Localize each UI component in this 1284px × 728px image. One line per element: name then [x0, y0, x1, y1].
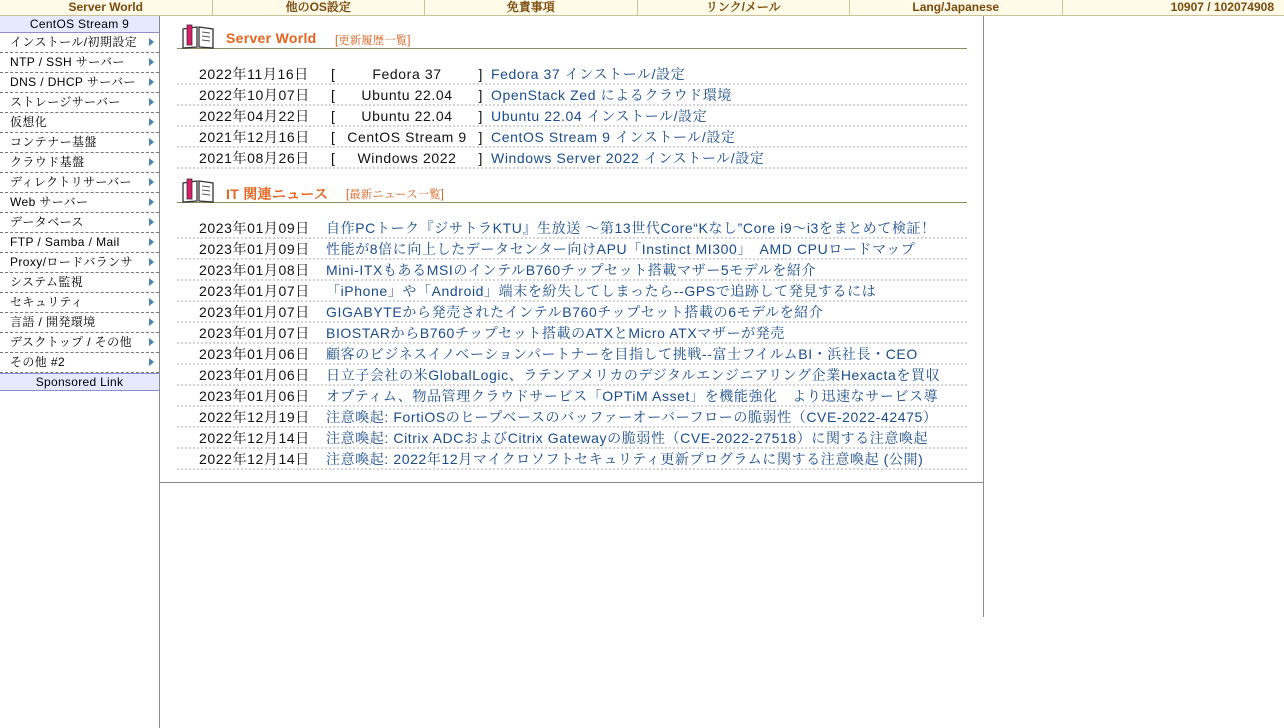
update-link[interactable]: Ubuntu 22.04 インストール/設定 — [491, 108, 708, 124]
update-date: 2022年11月16日 — [199, 66, 309, 82]
news-link[interactable]: 注意喚起: FortiOSのヒープベースのバッファーオーバーフローの脆弱性（CVE-2022-42475） — [326, 409, 938, 425]
sidebar-item-label: FTP / Samba / Mail — [10, 235, 120, 249]
sidebar-item-label: 仮想化 — [10, 115, 48, 129]
news-date: 2023年01月06日 — [199, 346, 310, 362]
sidebar-item-label: 言語 / 開発環境 — [10, 315, 96, 329]
news-row — [177, 218, 967, 239]
sidebar-item[interactable] — [0, 313, 159, 333]
sidebar-item[interactable] — [0, 93, 159, 113]
update-date: 2022年04月22日 — [199, 108, 310, 124]
os-name: Ubuntu 22.04 — [361, 87, 453, 103]
news-list — [177, 218, 967, 470]
news-date: 2023年01月08日 — [199, 262, 310, 278]
divider — [983, 483, 984, 617]
bracket-close: ] — [478, 87, 483, 103]
bracket-close: ] — [478, 66, 483, 82]
sidebar-item[interactable] — [0, 273, 159, 293]
news-row — [177, 428, 967, 449]
nav-server-world[interactable]: Server World — [68, 0, 143, 14]
news-link[interactable]: 注意喚起: Citrix ADCおよびCitrix Gatewayの脆弱性（CVE-2022-27518）に関する注意喚起 — [326, 430, 929, 446]
sidebar-item[interactable] — [0, 293, 159, 313]
top-navigation — [0, 0, 1284, 16]
news-date: 2023年01月07日 — [199, 283, 310, 299]
sidebar-item-label: ストレージサーバー — [10, 95, 121, 109]
update-row — [177, 106, 967, 127]
update-history-link[interactable]: [更新履歴一覧] — [335, 35, 411, 47]
news-link[interactable]: Mini-ITXもあるMSIのインテルB760チップセット搭載マザー5モデルを紹介 — [326, 262, 817, 278]
latest-news-link[interactable]: [最新ニュース一覧] — [346, 189, 444, 201]
sidebar-item-label: DNS / DHCP サーバー — [10, 75, 136, 89]
news-link[interactable]: 顧客のビジネスイノベーションパートナーを目指して挑戦--富士フイルムBI・浜社長・CEO — [326, 346, 918, 362]
nav-disclaimer[interactable]: 免責事項 — [424, 0, 637, 16]
update-date: 2022年10月07日 — [199, 87, 310, 103]
sidebar-item[interactable] — [0, 73, 159, 93]
update-date: 2021年08月26日 — [199, 150, 310, 166]
arrow-right-icon — [149, 218, 154, 226]
news-section-header — [177, 180, 967, 203]
sidebar-item-label: Proxy/ロードバランサ — [10, 255, 133, 269]
sidebar-item[interactable] — [0, 213, 159, 233]
news-row — [177, 323, 967, 344]
sidebar-item[interactable] — [0, 353, 159, 373]
sidebar-item[interactable] — [0, 53, 159, 73]
os-name: Fedora 37 — [372, 66, 442, 82]
news-link[interactable]: 性能が8倍に向上したデータセンター向けAPU「Instinct MI300」 AMD CPUロードマップ — [326, 241, 916, 257]
sidebar-item[interactable] — [0, 333, 159, 353]
arrow-right-icon — [149, 298, 154, 306]
news-row — [177, 281, 967, 302]
news-link[interactable]: BIOSTARからB760チップセット搭載のATXとMicro ATXマザーが発売 — [326, 325, 785, 341]
arrow-right-icon — [149, 318, 154, 326]
news-link[interactable]: GIGABYTEから発売されたインテルB760チップセット搭載の6モデルを紹介 — [326, 304, 824, 320]
sidebar-menu — [0, 33, 159, 373]
nav-language[interactable]: Lang/Japanese — [849, 0, 1062, 16]
sidebar-heading: CentOS Stream 9 — [0, 16, 159, 33]
news-link[interactable]: 日立子会社の米GlobalLogic、ラテンアメリカのデジタルエンジニアリング企業Hexactaを買収 — [326, 367, 941, 383]
update-link[interactable]: Windows Server 2022 インストール/設定 — [491, 150, 765, 166]
news-row — [177, 365, 967, 386]
news-date: 2023年01月06日 — [199, 367, 310, 383]
update-row — [177, 85, 967, 106]
news-title: IT 関連ニュース — [226, 186, 329, 202]
news-row — [177, 386, 967, 407]
arrow-right-icon — [149, 78, 154, 86]
nav-links-mail[interactable]: リンク/メール — [637, 0, 850, 16]
sidebar-item[interactable] — [0, 153, 159, 173]
bracket-open: [ — [331, 108, 336, 124]
arrow-right-icon — [149, 258, 154, 266]
sidebar-item[interactable] — [0, 193, 159, 213]
updates-section-header — [177, 26, 967, 49]
sidebar-item[interactable] — [0, 113, 159, 133]
update-link[interactable]: OpenStack Zed によるクラウド環境 — [491, 87, 732, 103]
arrow-right-icon — [149, 278, 154, 286]
arrow-right-icon — [149, 338, 154, 346]
updates-title: Server World — [226, 30, 317, 46]
sidebar-item[interactable] — [0, 233, 159, 253]
sidebar-item-label: コンテナー基盤 — [10, 135, 97, 149]
bracket-close: ] — [478, 129, 483, 145]
arrow-right-icon — [149, 138, 154, 146]
update-link[interactable]: CentOS Stream 9 インストール/設定 — [491, 129, 736, 145]
update-date: 2021年12月16日 — [199, 129, 310, 145]
updates-list — [177, 64, 967, 169]
sidebar-item-label: Web サーバー — [10, 195, 89, 209]
news-link[interactable]: 注意喚起: 2022年12月マイクロソフトセキュリティ更新プログラムに関する注意喚起 (公開) — [326, 451, 924, 467]
nav-other-os[interactable]: 他のOS設定 — [212, 0, 425, 16]
arrow-right-icon — [149, 98, 154, 106]
arrow-right-icon — [149, 358, 154, 366]
bracket-open: [ — [331, 129, 336, 145]
sidebar-item-label: ディレクトリサーバー — [10, 175, 132, 189]
bracket-open: [ — [331, 66, 336, 82]
news-date: 2023年01月07日 — [199, 304, 310, 320]
sidebar-item[interactable] — [0, 173, 159, 193]
news-row — [177, 449, 967, 470]
sidebar-item-label: セキュリティ — [10, 295, 84, 309]
sidebar-item-label: インストール/初期設定 — [10, 35, 138, 49]
sidebar-item-label: クラウド基盤 — [10, 155, 85, 169]
sidebar-item-label: データベース — [10, 215, 84, 229]
os-name: CentOS Stream 9 — [347, 129, 467, 145]
update-link[interactable]: Fedora 37 インストール/設定 — [491, 66, 686, 82]
news-date: 2023年01月06日 — [199, 388, 310, 404]
news-row — [177, 344, 967, 365]
arrow-right-icon — [149, 158, 154, 166]
arrow-right-icon — [149, 198, 154, 206]
news-date: 2022年12月14日 — [199, 451, 310, 467]
news-link[interactable]: オプティム、物品管理クラウドサービス「OPTiM Asset」を機能強化 より迅速なサービス導 — [326, 388, 939, 404]
sidebar-item-label: NTP / SSH サーバー — [10, 55, 125, 69]
update-row — [177, 148, 967, 169]
news-date: 2022年12月14日 — [199, 430, 310, 446]
news-date: 2023年01月09日 — [199, 220, 310, 236]
news-row — [177, 407, 967, 428]
main-content — [160, 16, 984, 483]
sidebar-item[interactable] — [0, 33, 159, 53]
news-link[interactable]: 「iPhone」や「Android」端末を紛失してしまったら--GPSで追跡して発見するには — [326, 283, 877, 299]
book-icon — [181, 177, 215, 203]
sidebar-item-label: その他 #2 — [10, 355, 66, 369]
sidebar — [0, 16, 160, 728]
sidebar-item[interactable] — [0, 253, 159, 273]
news-date: 2023年01月07日 — [199, 325, 310, 341]
os-name: Windows 2022 — [357, 150, 457, 166]
update-row — [177, 127, 967, 148]
access-counter: 10907 / 102074908 — [1062, 0, 1284, 16]
arrow-right-icon — [149, 38, 154, 46]
book-icon — [181, 23, 215, 49]
sidebar-item-label: デスクトップ / その他 — [10, 335, 132, 349]
bracket-close: ] — [478, 150, 483, 166]
news-date: 2022年12月19日 — [199, 409, 310, 425]
arrow-right-icon — [149, 118, 154, 126]
bracket-open: [ — [331, 150, 336, 166]
news-row — [177, 302, 967, 323]
news-row — [177, 260, 967, 281]
arrow-right-icon — [149, 238, 154, 246]
sidebar-item-label: システム監視 — [10, 275, 84, 289]
news-row — [177, 239, 967, 260]
bracket-open: [ — [331, 87, 336, 103]
news-date: 2023年01月09日 — [199, 241, 310, 257]
arrow-right-icon — [149, 58, 154, 66]
os-name: Ubuntu 22.04 — [361, 108, 453, 124]
update-row — [177, 64, 967, 85]
bracket-close: ] — [478, 108, 483, 124]
sponsored-link-heading: Sponsored Link — [0, 373, 159, 391]
sidebar-item[interactable] — [0, 133, 159, 153]
arrow-right-icon — [149, 178, 154, 186]
news-link[interactable]: 自作PCトーク『ジサトラKTU』生放送 ～第13世代Core“Kなし”Core i9～i3をまとめて検証！ — [326, 220, 936, 236]
